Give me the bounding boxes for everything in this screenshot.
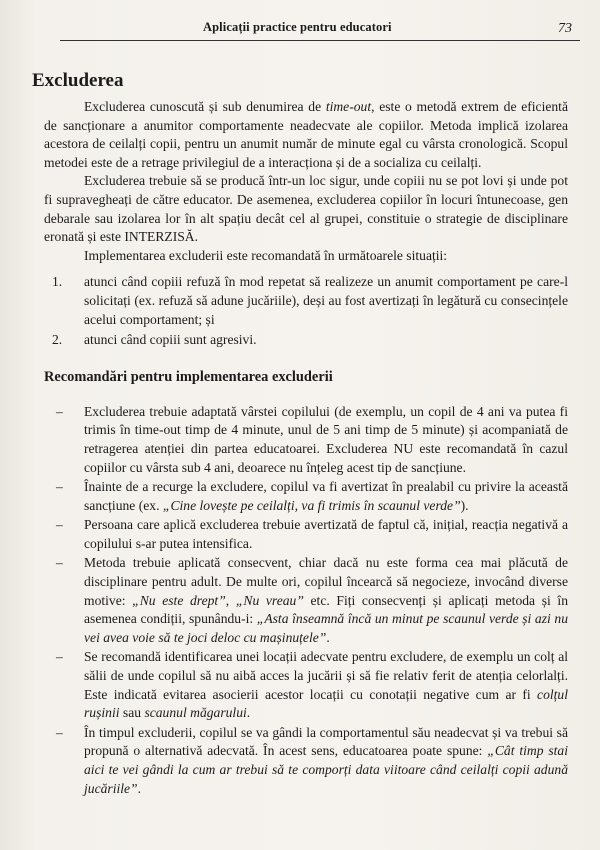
emphasis-quote: „Nu vreau” — [235, 592, 304, 608]
emphasis-quote: „Cine lovește pe ceilalți, va fi trimis în scaunul verde” — [162, 497, 461, 513]
text-run: ). — [460, 497, 469, 513]
paragraph-definition — [44, 98, 568, 172]
text-run: . — [326, 629, 330, 645]
emphasis-term: scaunul măgarului — [144, 705, 247, 721]
dash-marker: – — [56, 403, 63, 419]
list-item — [44, 648, 568, 722]
text-run: sau — [119, 705, 145, 721]
list-item-text: Persoana care aplică excluderea trebuie avertizată de faptul că, inițial, reacția negativă a copilului s-ar putea intensifica. — [84, 517, 568, 551]
text-run: Înainte de a recurge la excludere, copilul va fi avertizat în prealabil cu privire la această sancțiune (ex. — [84, 479, 568, 513]
dash-marker: – — [56, 649, 63, 665]
list-item — [44, 273, 568, 329]
emphasis-quote: „Cât timp stai aici te vei gândi la cum ar trebui să te comporți data viitoare când ceilalți copii adună jucăriile” — [84, 743, 568, 796]
list-item — [44, 554, 568, 647]
list-item — [44, 403, 568, 477]
paragraph-safety: Excluderea trebuie să se producă într-un loc sigur, unde copiii nu se pot lovi și unde pot fi supravegheați de către educator. De asemenea, excluderea copiilor în locuri întunecoase, gen debarale sau izolarea lor în alt spațiu decât cel al grupei, constituie o strategie de disciplinare eronată și este INTERZISĂ. — [44, 173, 568, 245]
recommendations-list — [44, 403, 568, 798]
emphasis-time-out: time-out — [325, 99, 372, 114]
list-item — [44, 478, 568, 515]
paragraph-situations-intro: Implementarea excluderii este recomandată în următoarele situații: — [84, 247, 448, 263]
emphasis-quote: „Nu este drept” — [132, 592, 226, 608]
list-item-text: Excluderea trebuie adaptată vârstei copilului (de exemplu, un copil de 4 ani va putea fi trimis în time-out timp de 4 minute, unul de 5 ani timp de 5 minute) și acompaniată de retragerea atenției din partea educatoarei. Excluderea NU este recomandată în cazul copiilor cu vârsta sub 4 ani, deoarece nu înțeleg acest tip de sancțiune. — [84, 403, 568, 475]
dash-marker: – — [56, 517, 63, 533]
page-number: 73 — [558, 21, 572, 36]
list-item — [44, 331, 568, 350]
list-number: 1. — [52, 274, 63, 290]
list-item — [44, 516, 568, 553]
dash-marker: – — [56, 479, 63, 495]
text-run: În timpul excluderii, copilul se va gândi la comportamentul său neadecvat și va trebui să propună o alternativă adecvată. În acest sens, educatoarea poate spune: — [84, 724, 568, 759]
dash-marker: – — [56, 555, 63, 571]
section-title: Excluderea — [32, 70, 124, 91]
page-content — [32, 70, 569, 799]
running-title: Aplicații practice pentru educatori — [203, 20, 392, 34]
text-run: Se recomandă identificarea unei locații adecvate pentru excludere, de exemplu un colț al sălii de unde copilul să nu aibă acces la jucării și să fie relativ ferit de atenția celorlalți. Este indicată evitarea asocierii acestor locații cu conotații negative cum ar fi — [84, 649, 568, 702]
text-run: . — [246, 705, 251, 721]
recommendations-title: Recomandări pentru implementarea excluderii — [44, 368, 333, 385]
emphasis-quote: „Asta înseamnă încă un minut pe scaunul verde și azi nu vei avea voie să te joci deloc cu mașinuțele” — [84, 611, 569, 645]
dash-marker: – — [56, 724, 63, 740]
list-item-text: atunci când copiii sunt agresivi. — [84, 332, 257, 348]
header-rule — [60, 40, 580, 41]
text-run: , — [225, 592, 236, 608]
emphasis-term: colțul rușinii — [84, 686, 568, 721]
list-number: 2. — [52, 332, 63, 348]
text-run: Metoda trebuie aplicată consecvent, chiar dacă nu este forma cea mai plăcută de disciplinare pentru adult. De multe ori, copilul încearcă să negocieze, invocând diverse motive: — [84, 555, 568, 608]
text-run: , este o metodă extrem de eficientă de sancționare a anumitor comportamente neadecvate ale copiilor. Metoda implică izolarea acestora de ceilalți copii, pentru un anumit număr de minute egal cu vârsta cronologică. Scopul metodei este de a retrage privilegiul de a interacționa și de a socializa cu ceilalți. — [44, 99, 568, 170]
text-run: . — [137, 780, 142, 796]
text-run: Excluderea cunoscută și sub denumirea de — [84, 99, 326, 114]
list-item-text: atunci când copiii refuză în mod repetat să realizeze un anumit comportament pe care-l solicitați (ex. refuză să adune jucăriile), deși au fost avertizați în legătură cu consecințele acelui comportament; și — [84, 274, 568, 327]
text-run: etc. Fiți consecvenți și aplicați metoda și în asemenea condiții, spunându-i: — [84, 592, 569, 627]
list-item — [44, 724, 568, 798]
page-header — [60, 20, 580, 44]
situations-list — [44, 273, 568, 349]
